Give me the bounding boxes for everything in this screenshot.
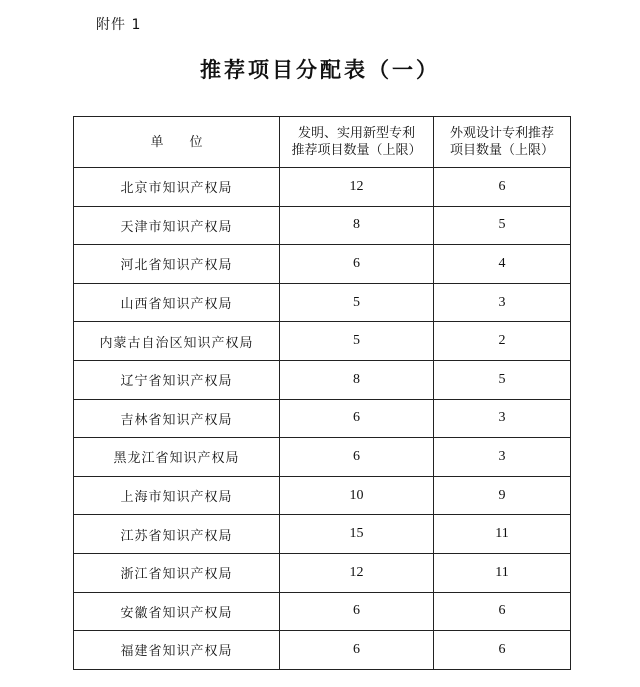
table-row xyxy=(74,515,571,554)
unit-name: 山西省知识产权局 xyxy=(74,283,280,322)
table-body xyxy=(74,168,571,670)
design-quota: 9 xyxy=(434,476,571,515)
table-row xyxy=(74,399,571,438)
design-quota: 5 xyxy=(434,360,571,399)
unit-name: 吉林省知识产权局 xyxy=(74,399,280,438)
invention-quota: 6 xyxy=(280,245,434,284)
page-title: 推荐项目分配表（一） xyxy=(200,58,440,82)
header-invention-line1: 发明、实用新型专利 xyxy=(297,126,415,141)
table-row xyxy=(74,553,571,592)
unit-name: 内蒙古自治区知识产权局 xyxy=(74,322,280,361)
design-quota: 6 xyxy=(434,592,571,631)
header-design-line2: 项目数量（上限） xyxy=(449,143,554,158)
design-quota: 3 xyxy=(434,399,571,438)
invention-quota: 6 xyxy=(280,592,434,631)
invention-quota: 6 xyxy=(280,631,434,670)
allocation-table xyxy=(73,116,571,670)
table-row xyxy=(74,245,571,284)
table-row xyxy=(74,438,571,477)
invention-quota: 12 xyxy=(280,553,434,592)
design-quota: 4 xyxy=(434,245,571,284)
header-invention-line2: 推荐项目数量（上限） xyxy=(291,143,422,158)
invention-quota: 6 xyxy=(280,438,434,477)
table-row xyxy=(74,631,571,670)
unit-name: 上海市知识产权局 xyxy=(74,476,280,515)
invention-quota: 8 xyxy=(280,360,434,399)
unit-name: 黑龙江省知识产权局 xyxy=(74,438,280,477)
invention-quota: 12 xyxy=(280,168,434,207)
table-row xyxy=(74,360,571,399)
unit-name: 河北省知识产权局 xyxy=(74,245,280,284)
unit-name: 北京市知识产权局 xyxy=(74,168,280,207)
table-row xyxy=(74,206,571,245)
invention-quota: 6 xyxy=(280,399,434,438)
header-design-quota xyxy=(434,117,571,168)
design-quota: 6 xyxy=(434,168,571,207)
unit-name: 江苏省知识产权局 xyxy=(74,515,280,554)
table-row xyxy=(74,476,571,515)
design-quota: 11 xyxy=(434,553,571,592)
invention-quota: 8 xyxy=(280,206,434,245)
table-row xyxy=(74,168,571,207)
design-quota: 11 xyxy=(434,515,571,554)
design-quota: 2 xyxy=(434,322,571,361)
unit-name: 浙江省知识产权局 xyxy=(74,553,280,592)
unit-name: 辽宁省知识产权局 xyxy=(74,360,280,399)
header-design-line1: 外观设计专利推荐 xyxy=(449,126,554,141)
design-quota: 3 xyxy=(434,283,571,322)
invention-quota: 5 xyxy=(280,283,434,322)
table-row xyxy=(74,322,571,361)
invention-quota: 10 xyxy=(280,476,434,515)
table-row xyxy=(74,283,571,322)
unit-name: 天津市知识产权局 xyxy=(74,206,280,245)
header-invention-quota xyxy=(280,117,434,168)
unit-name: 安徽省知识产权局 xyxy=(74,592,280,631)
design-quota: 6 xyxy=(434,631,571,670)
attachment-label: 附件 1 xyxy=(96,17,142,33)
design-quota: 5 xyxy=(434,206,571,245)
header-unit: 单位 xyxy=(74,117,280,168)
table-header-row xyxy=(74,117,571,168)
unit-name: 福建省知识产权局 xyxy=(74,631,280,670)
table-row xyxy=(74,592,571,631)
invention-quota: 15 xyxy=(280,515,434,554)
design-quota: 3 xyxy=(434,438,571,477)
invention-quota: 5 xyxy=(280,322,434,361)
